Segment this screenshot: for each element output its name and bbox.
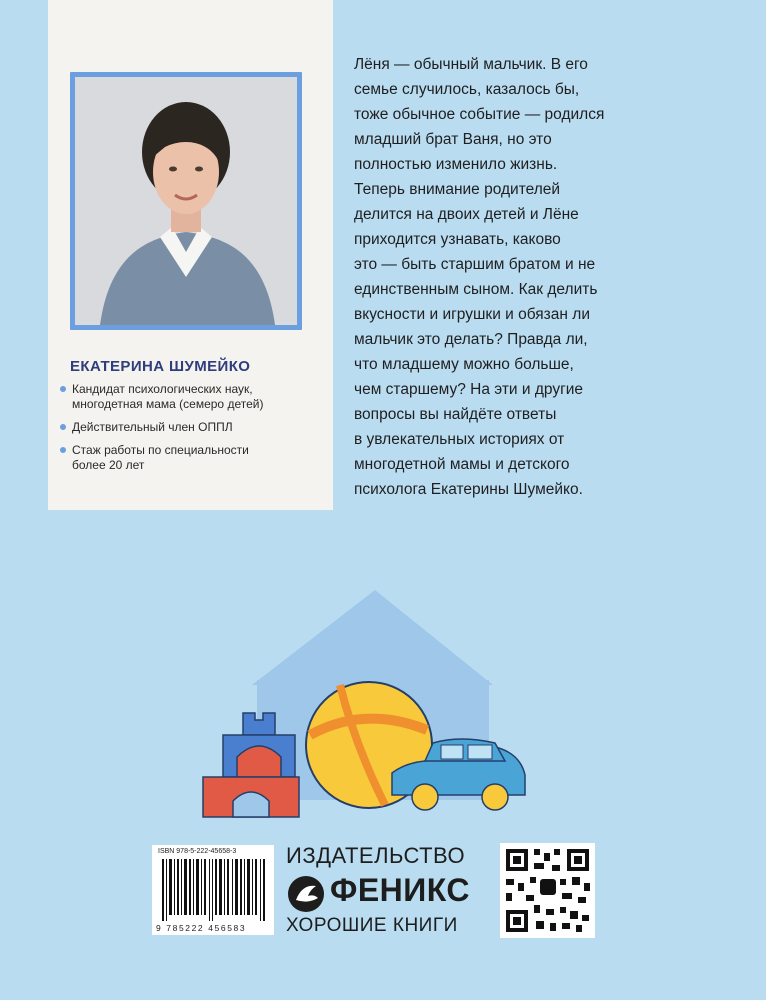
author-fact-line: Действительный член ОППЛ xyxy=(72,420,233,434)
author-photo-frame xyxy=(70,72,302,330)
blurb-line: чем старшему? На эти и другие xyxy=(354,381,584,398)
blurb-line: психолога Екатерины Шумейко. xyxy=(354,481,583,498)
phoenix-logo-icon xyxy=(286,874,326,914)
blurb-line: мальчик это делать? Правда ли, xyxy=(354,331,588,348)
blurb-line: тоже обычное событие — родился xyxy=(354,106,605,123)
blurb-line: в увлекательных историях от xyxy=(354,431,565,448)
author-photo xyxy=(75,77,297,325)
author-fact-line: более 20 лет xyxy=(72,458,145,472)
blurb-line: семье случилось, казалось бы, xyxy=(354,81,580,98)
author-facts-list xyxy=(58,382,328,481)
toys-illustration xyxy=(195,585,540,820)
author-name: ЕКАТЕРИНА ШУМЕЙКО xyxy=(70,358,251,375)
blurb-line: младший брат Ваня, но это xyxy=(354,131,552,148)
publisher-name: ФЕНИКС xyxy=(330,872,470,908)
barcode-bars xyxy=(162,859,266,921)
blurb-line: что младшему можно больше, xyxy=(354,356,574,373)
publisher-slogan: ХОРОШИЕ КНИГИ xyxy=(286,915,458,936)
blurb-line: многодетной мамы и детского xyxy=(354,456,570,473)
qr-code-icon xyxy=(500,843,595,938)
blurb-line: делится на двоих детей и Лёне xyxy=(354,206,579,223)
barcode xyxy=(152,845,274,935)
blurb-line: вкусности и игрушки и обязан ли xyxy=(354,306,590,323)
author-fact xyxy=(58,382,328,412)
blurb-line: приходится узнавать, каково xyxy=(354,231,561,248)
blurb-line: единственным сыном. Как делить xyxy=(354,281,598,298)
blurb-line: Теперь внимание родителей xyxy=(354,181,561,198)
publisher-heading: ИЗДАТЕЛЬСТВО xyxy=(286,843,466,868)
author-fact xyxy=(58,443,328,473)
author-fact xyxy=(58,420,328,435)
blurb-line: вопросы вы найдёте ответы xyxy=(354,406,557,423)
blurb-line: это — быть старшим братом и не xyxy=(354,256,596,273)
barcode-digits: 9 785222 456583 xyxy=(156,923,247,933)
blurb-line: полностью изменило жизнь. xyxy=(354,156,558,173)
author-fact-line: Кандидат психологических наук, xyxy=(72,382,253,396)
isbn-text: ISBN 978-5-222-45658-3 xyxy=(158,848,237,855)
author-fact-line: многодетная мама (семеро детей) xyxy=(72,397,264,411)
blurb-line: Лёня — обычный мальчик. В его xyxy=(354,56,588,73)
author-fact-line: Стаж работы по специальности xyxy=(72,443,249,457)
book-blurb xyxy=(354,52,684,502)
